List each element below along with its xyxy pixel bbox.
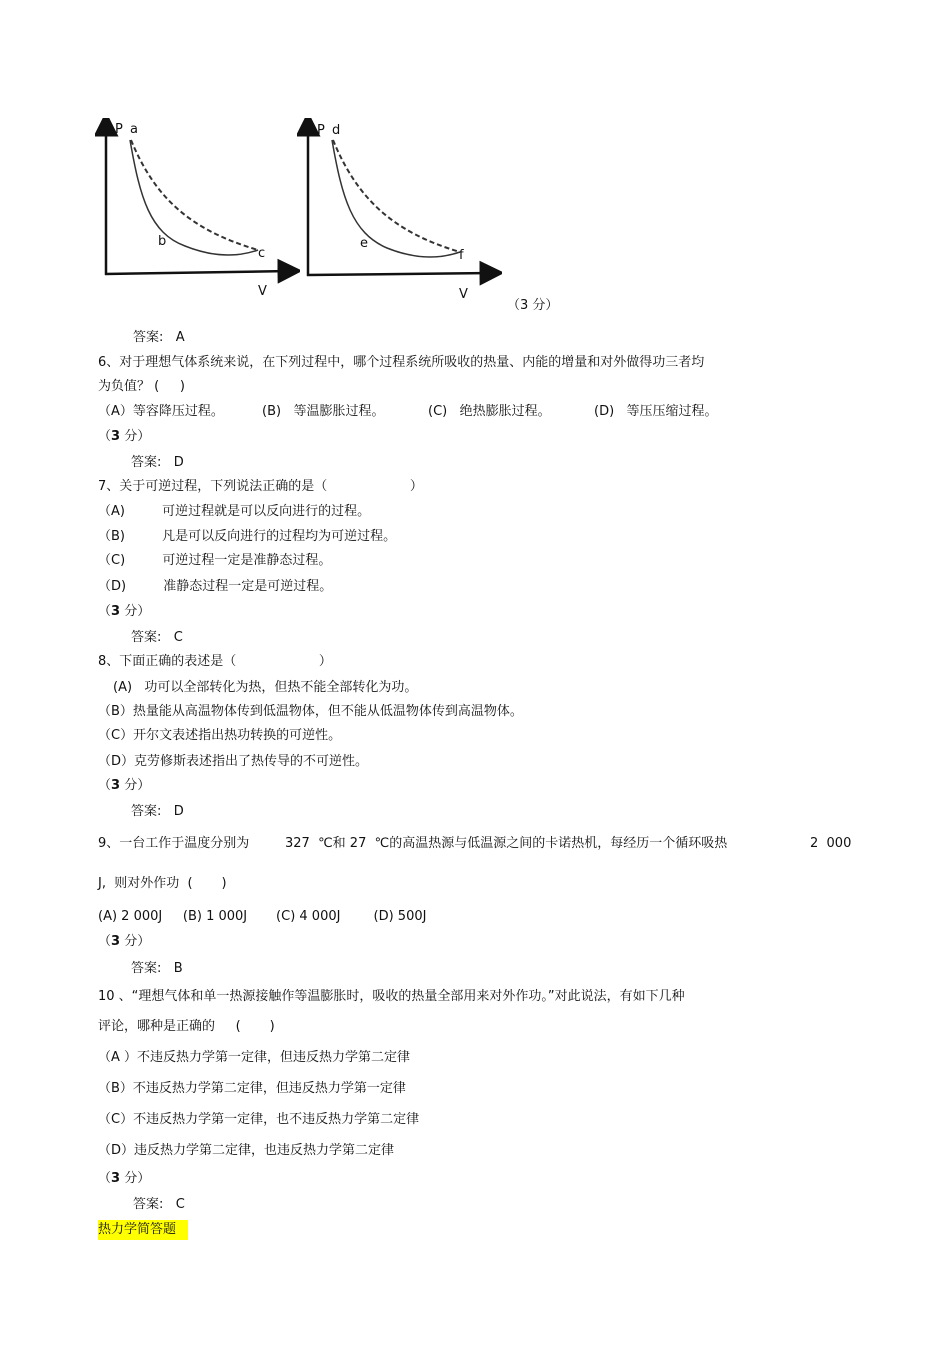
dashed-curve [131,140,258,250]
q10-answer: 答案: C [133,1197,185,1212]
q8-option-c: （C）开尔文表述指出热功转换的可逆性。 [98,728,342,743]
q10-option-c: （C）不违反热力学第一定律，也不违反热力学第二定律 [98,1112,420,1127]
section-title: 热力学简答题 [98,1220,188,1240]
q8-option-b: （B）热量能从高温物体传到低温物体，但不能从低温物体传到高温物体。 [98,704,523,719]
q10-option-d: （D）违反热力学第二定律，也违反热力学第二定律 [98,1143,395,1158]
q7-answer: 答案: C [131,630,183,645]
q9-answer: 答案: B [131,961,183,976]
axis-label-p: P [317,123,325,138]
v-axis [105,271,290,274]
q9-stem-line1-temps: 327 ℃和 27 ℃的高温热源与低温源之间的卡诺热机，每经历一个循环吸热 [285,836,728,851]
point-label-f: f [459,248,464,263]
q7-option-d: （D) 准静态过程一定是可逆过程。 [98,579,333,594]
q9-score: （3 分） [98,934,151,949]
point-label-a: a [130,122,138,137]
q9-stem-line1-heat: 2 000 [810,836,852,851]
q10-score: （3 分） [98,1171,151,1186]
v-axis [307,273,492,275]
axis-label-p: P [115,122,123,137]
q6-option-b: (B) 等温膨胀过程。 [262,404,385,419]
q10-stem-line1: 10 、“理想气体和单一热源接触作等温膨胀时，吸收的热量全部用来对外作功。”对此说法，有如下几种 [98,989,685,1004]
pv-diagram-left [95,118,300,303]
q7-stem: 7、关于可逆过程，下列说法正确的是（ ） [98,479,423,494]
solid-curve [130,140,258,255]
q7-option-a: （A) 可逆过程就是可以反向进行的过程。 [98,504,371,519]
point-label-d: d [332,123,341,138]
q7-option-c: （C) 可逆过程一定是准静态过程。 [98,553,332,568]
q7-option-b: （B) 凡是可以反向进行的过程均为可逆过程。 [98,529,397,544]
q6-option-a: （A）等容降压过程。 [98,404,224,419]
q6-stem-line2: 为负值？ ( ) [98,379,185,394]
pv-diagram-right [297,118,502,303]
q8-answer: 答案: D [131,804,184,819]
axis-label-v: V [459,287,468,302]
q8-option-a: (A) 功可以全部转化为热，但热不能全部转化为功。 [113,680,418,695]
q5-answer: 答案: A [133,330,185,345]
q6-score: （3 分） [98,429,151,444]
q9-options: (A) 2 000J (B) 1 000J (C) 4 000J (D) 500J [98,909,427,924]
q10-stem-line2: 评论，哪种是正确的 ( ) [98,1019,275,1034]
q5-score: （3 分） [507,298,559,313]
q10-option-b: （B）不违反热力学第二定律，但违反热力学第一定律 [98,1081,406,1096]
q9-stem-line1: 9、一台工作于温度分别为 [98,836,250,851]
q6-option-d: (D) 等压压缩过程。 [594,404,718,419]
q7-score: （3 分） [98,604,151,619]
dashed-curve [333,140,460,252]
q10-option-a: （A ）不违反热力学第一定律，但违反热力学第二定律 [98,1050,411,1065]
q6-option-c: (C) 绝热膨胀过程。 [428,404,551,419]
solid-curve [332,140,460,257]
q8-score: （3 分） [98,778,151,793]
q6-stem-line1: 6、对于理想气体系统来说，在下列过程中，哪个过程系统所吸收的热量、内能的增量和对外做得功三者均 [98,355,705,370]
q8-option-d: （D）克劳修斯表述指出了热传导的不可逆性。 [98,754,369,769]
q6-answer: 答案: D [131,455,184,470]
q9-stem-line2: J, 则对外作功 ( ) [98,876,227,891]
point-label-b: b [158,234,167,249]
point-label-e: e [360,236,368,251]
axis-label-v: V [258,284,267,299]
q8-stem: 8、下面正确的表述是（ ） [98,654,332,669]
point-label-c: c [258,246,266,261]
